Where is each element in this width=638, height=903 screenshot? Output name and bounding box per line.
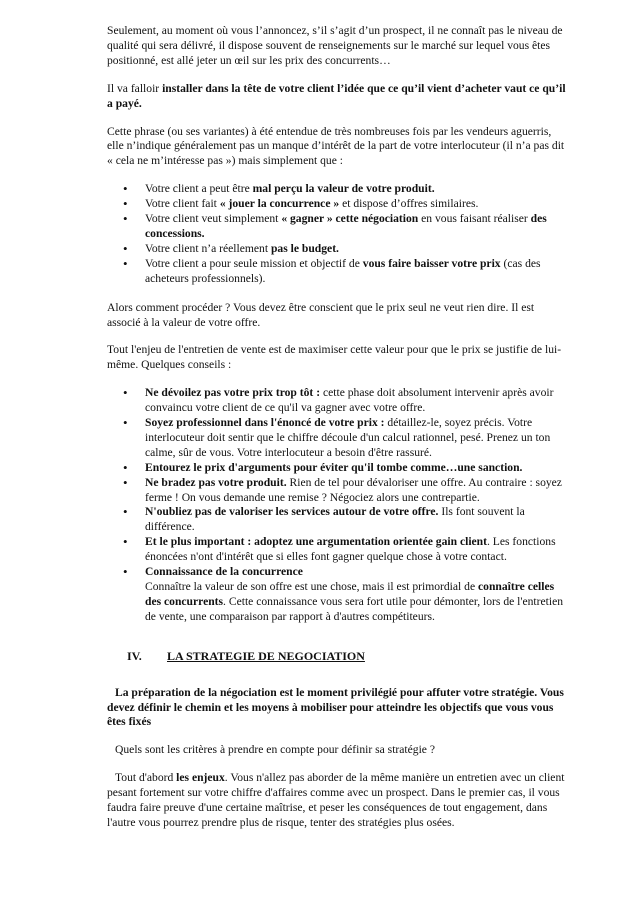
bold-text: Ne bradez pas votre produit. xyxy=(145,475,287,489)
section-number: IV. xyxy=(127,648,142,663)
paragraph-3: Cette phrase (ou ses variantes) à été entendue de très nombreuses fois par les vendeurs aguerris, elle n’indique généralement pas un manque d’intérêt de la part de votre interlocuteur (il n’a pas dit « cela ne m’intéresse pas ») mais simplement que : xyxy=(107,124,565,168)
list-item xyxy=(107,535,568,565)
text: Tout d'abord xyxy=(115,771,177,785)
text: Votre client n’a réellement xyxy=(145,241,271,255)
bold-text: Entourez le prix d'arguments pour éviter qu'il tombe comme…une sanction. xyxy=(145,460,523,474)
text: Il va falloir xyxy=(107,81,163,95)
bullet-list-1 xyxy=(107,182,568,286)
list-item xyxy=(107,197,568,212)
text: (cas des acheteurs professionnels). xyxy=(145,256,541,285)
bold-text: des concessions. xyxy=(145,212,547,240)
list-item xyxy=(107,386,568,416)
bold-text: vous faire baisser votre prix xyxy=(362,256,501,270)
list-item xyxy=(107,212,568,242)
section-title: LA STRATEGIE DE NEGOCIATION xyxy=(167,648,365,663)
list-item xyxy=(107,182,568,197)
text: Votre client a pour seule mission et objectif de xyxy=(145,256,363,270)
text: Votre client veut simplement xyxy=(145,212,282,226)
text: détaillez-le, soyez précis. Votre interlocuteur doit sentir que le chiffre découle d'un calcul rationnel, pesé. Prenez un ton calme, sûr de vous. Votre interlocuteur a besoin d'être rassuré. xyxy=(145,416,551,459)
paragraph-4: Alors comment procéder ? Vous devez être conscient que le prix seul ne veut rien dire. Il est associé à la valeur de votre offre. xyxy=(107,300,535,329)
bold-text: pas le budget. xyxy=(270,241,339,255)
text: Votre client a peut être xyxy=(145,182,253,196)
paragraph-6: La préparation de la négociation est le moment privilégié pour affuter votre stratégie. Vous devez définir le chemin et les moyens à mobiliser pour atteindre les objectifs que vous vous êtes fixés xyxy=(107,685,564,729)
list-item xyxy=(107,461,568,476)
paragraph-5: Tout l'enjeu de l'entretien de vente est de maximiser cette valeur pour que le prix se justifie de lui-même. Quelques conseils : xyxy=(107,343,562,372)
list-item xyxy=(107,416,568,461)
paragraph-1: Seulement, au moment où vous l’annoncez, s’il s’agit d’un prospect, il ne connaît pas le niveau de qualité qui sera délivré, il dispose souvent de renseignements sur le marché sur lequel vous êtes positionné, est allé jeter un œil sur les prix des concurrents… xyxy=(107,24,563,67)
bold-text: • Connaissance de la concurrence xyxy=(145,565,303,579)
bold-text: Ne dévoilez pas votre prix trop tôt : xyxy=(145,386,321,400)
text: Votre client fait xyxy=(145,197,220,211)
text: Ils font souvent la différence. xyxy=(145,505,525,534)
list-item xyxy=(107,242,568,257)
paragraph-7: Quels sont les critères à prendre en compte pour définir sa stratégie ? xyxy=(115,743,435,757)
text: cette phase doit absolument intervenir après avoir convaincu votre client de ce qu'il va gagner avec votre offre. xyxy=(145,386,554,415)
bold-text: mal perçu la valeur de votre produit. xyxy=(252,182,435,196)
text: en vous faisant réaliser xyxy=(418,212,531,226)
bold-text: installer dans la tête de votre client l’idée que ce qu’il vient d’acheter vaut ce qu’il a payé. xyxy=(107,81,566,110)
bold-text: Et le plus important : adoptez une argumentation orientée gain client xyxy=(145,535,487,549)
list-item xyxy=(107,476,568,506)
list-item xyxy=(107,257,568,287)
text: Connaître la valeur de son offre est une chose, mais il est primordial de xyxy=(145,580,479,593)
bold-text: connaître celles des concurrents xyxy=(145,580,555,608)
bullet-list-2 xyxy=(107,386,568,625)
bold-text: « jouer la concurrence » xyxy=(219,197,340,211)
list-item-body xyxy=(145,580,568,625)
bold-text: « gagner » cette négociation xyxy=(281,212,419,226)
section-heading xyxy=(127,649,568,664)
bold-text: Soyez professionnel dans l'énoncé de votre prix : xyxy=(145,416,385,430)
list-item xyxy=(107,505,568,535)
bold-text: N'oubliez pas de valoriser les services autour de votre offre. xyxy=(145,505,439,519)
paragraph-2 xyxy=(107,82,568,112)
text: Rien de tel pour dévaloriser une offre. Au contraire : soyez ferme ! On vous demande une remise ? Négociez alors une contrepartie. xyxy=(145,475,562,504)
bold-text: les enjeux xyxy=(176,771,225,785)
list-item xyxy=(107,565,568,625)
text: et dispose d’offres similaires. xyxy=(339,197,479,211)
text: . Vous n'allez pas aborder de la même manière un entretien avec un client pesant fortement sur votre chiffre d'affaires comme avec un prospect. Dans le premier cas, il vous faudra faire preuve d'une certaine maîtrise, et peser les conséquences de tout engagement, dans l'autre vous pourrez prendre plus de risque, tenter des stratégies plus osées. xyxy=(107,771,565,829)
paragraph-8 xyxy=(107,771,568,831)
text: . Cette connaissance vous sera fort utile pour démonter, lors de l'entretien de vente, une comparaison par rapport à d'autres compétiteurs. xyxy=(145,594,564,623)
text: . Les fonctions énoncées n'ont d'intérêt que si elles font gagner quelque chose à votre contact. xyxy=(145,535,556,564)
